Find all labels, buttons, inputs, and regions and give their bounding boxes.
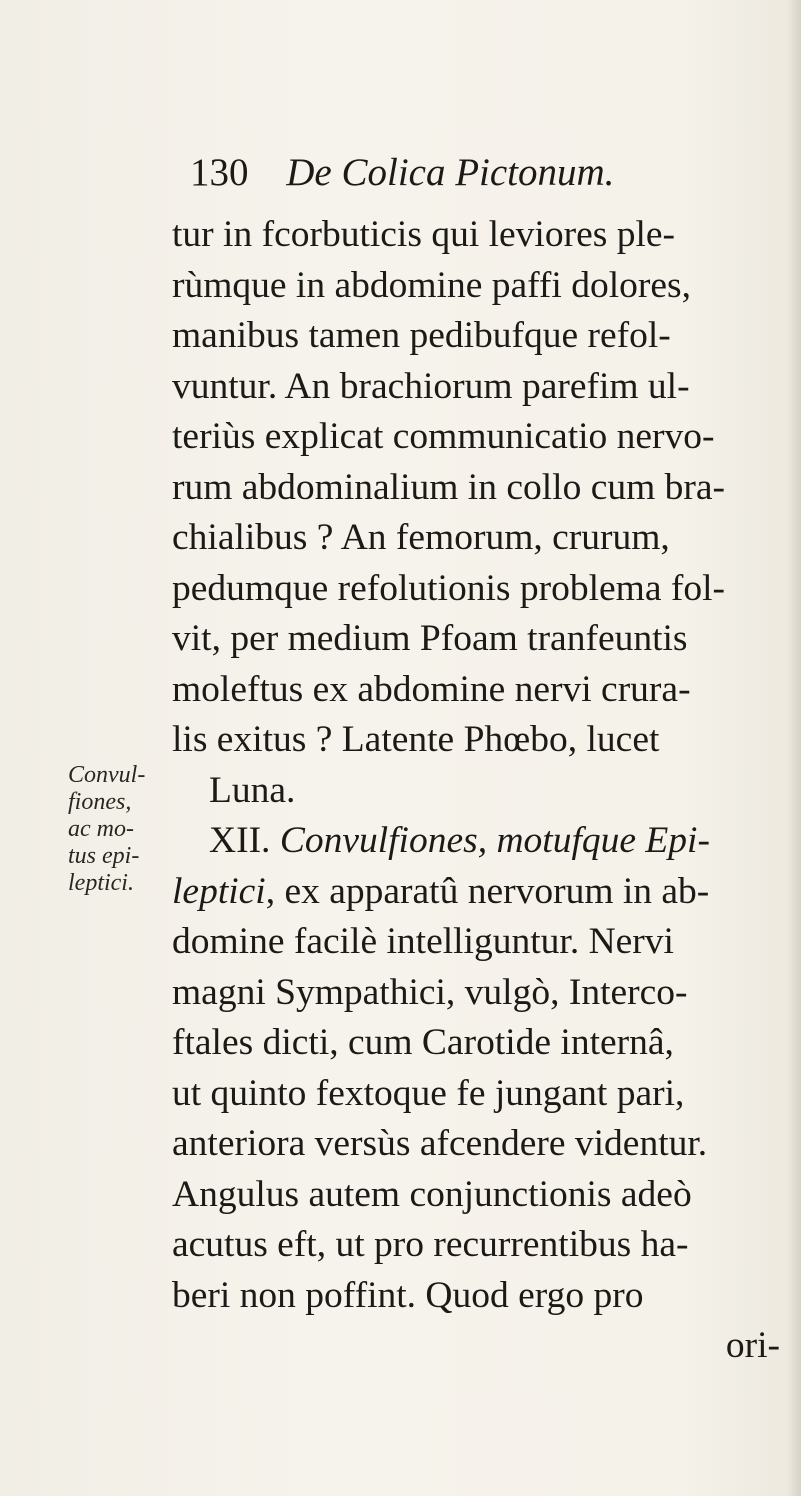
text-line	[172, 867, 782, 918]
catchword: ori-	[725, 1325, 780, 1366]
margin-note-line: Convul-	[68, 762, 146, 788]
text-line: beri non poffint. Quod ergo pro	[172, 1274, 644, 1316]
text-line: vuntur. An brachiorum parefim ul-	[172, 365, 690, 407]
running-title: De Colica Pictonum.	[286, 151, 615, 194]
margin-note-line: ac mo-	[68, 816, 134, 842]
margin-note	[68, 762, 178, 897]
text-line: Luna.	[209, 769, 296, 811]
text-line: anteriora versùs afcendere videntur.	[172, 1123, 708, 1164]
running-header	[190, 150, 614, 195]
text-line: rum abdominalium in collo cum bra-	[172, 466, 725, 508]
margin-note-line: tus epi-	[68, 843, 140, 869]
margin-note-line: leptici.	[68, 870, 134, 896]
margin-note-line: fiones,	[68, 789, 132, 815]
text-line: acutus eft, ut pro recurrentibus ha-	[172, 1224, 689, 1265]
page-number: 130	[190, 151, 249, 194]
page-edge-shadow	[787, 0, 801, 1496]
text-line: pedumque refolutionis problema fol-	[172, 567, 725, 609]
section-number: XII.	[209, 820, 271, 861]
text-line: lis exitus ? Latente Phœbo, lucet	[172, 719, 660, 760]
section-heading-cont: leptici	[172, 870, 266, 912]
text-line: moleftus ex abdomine nervi crura-	[172, 668, 691, 710]
text-run: , ex apparatû nervorum in ab-	[265, 870, 710, 912]
text-line: rùmque in abdomine paffi dolores,	[172, 264, 691, 306]
text-line: Angulus autem conjunctionis adeò	[172, 1173, 692, 1215]
text-line: ftales dicti, cum Carotide internâ,	[172, 1022, 674, 1063]
main-text	[172, 210, 782, 1372]
text-line: vit, per medium Pfoam tranfeuntis	[172, 618, 688, 659]
section-heading: Convulfiones, motufque Epi-	[279, 820, 710, 861]
text-line: teriùs explicat communicatio nervo-	[172, 416, 715, 457]
text-line: chialibus ? An femorum, crurum,	[172, 517, 670, 558]
text-line: magni Sympathici, vulgò, Interco-	[172, 971, 688, 1013]
text-line: manibus tamen pedibufque refol-	[172, 315, 671, 356]
text-line: tur in fcorbuticis qui leviores ple-	[172, 214, 675, 255]
section-heading-line	[172, 816, 782, 867]
text-line: domine facilè intelliguntur. Nervi	[172, 921, 674, 962]
text-line: ut quinto fextoque fe jungant pari,	[172, 1072, 685, 1114]
